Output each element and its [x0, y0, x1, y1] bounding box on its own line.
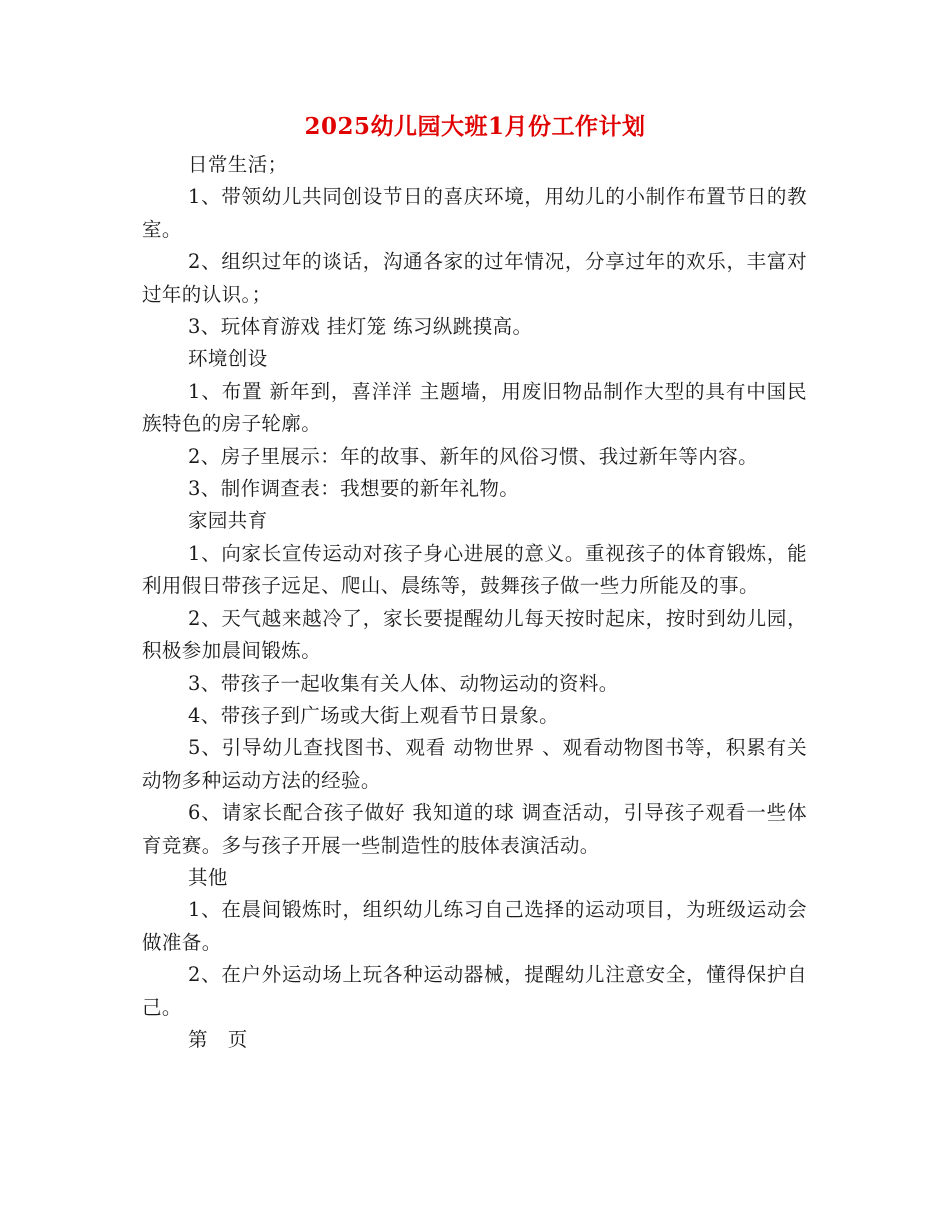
paragraph: 3、制作调查表：我想要的新年礼物。 — [188, 477, 520, 501]
section-heading-daily-life: 日常生活； — [188, 153, 288, 176]
paragraph: 2、在户外运动场上玩各种运动器械，提醒幼儿注意安全，懂得保护自己。 — [142, 963, 807, 1019]
paragraph: 1、在晨间锻炼时，组织幼儿练习自己选择的运动项目，为班级运动会做准备。 — [142, 898, 807, 954]
section-heading-home-school: 家园共育 — [188, 509, 268, 533]
section-heading-environment: 环境创设 — [188, 347, 268, 371]
paragraph: 2、房子里展示：年的故事、新年的风俗习惯、我过新年等内容。 — [188, 444, 759, 468]
document-body — [142, 149, 807, 1056]
paragraph: 4、带孩子到广场或大街上观看节日景象。 — [188, 703, 560, 727]
document-title: 2025幼儿园大班1月份工作计划 — [304, 113, 646, 140]
paragraph: 6、请家长配合孩子做好 我知道的球 调查活动，引导孩子观看一些体育竞赛。多与孩子开展一些制造性的肢体表演活动。 — [142, 801, 807, 857]
paragraph: 1、带领幼儿共同创设节日的喜庆环境，用幼儿的小制作布置节日的教室。 — [142, 185, 807, 241]
section-heading-other: 其他 — [188, 865, 228, 889]
paragraph: 3、带孩子一起收集有关人体、动物运动的资料。 — [188, 671, 619, 695]
paragraph: 1、向家长宣传运动对孩子身心进展的意义。重视孩子的体育锻炼，能利用假日带孩子远足、爬山、晨练等，鼓舞孩子做一些力所能及的事。 — [142, 541, 807, 598]
paragraph: 3、玩体育游戏 挂灯笼 练习纵跳摸高。 — [188, 315, 533, 339]
paragraph: 1、布置 新年到，喜洋洋 主题墙，用废旧物品制作大型的具有中国民族特色的房子轮廓。 — [142, 379, 807, 436]
paragraph: 5、引导幼儿查找图书、观看 动物世界 、观看动物图书等，积累有关动物多种运动方法的经验。 — [142, 736, 807, 792]
paragraph: 2、组织过年的谈话，沟通各家的过年情况，分享过年的欢乐，丰富对过年的认识。； — [142, 250, 807, 306]
page-number: 第 页 — [188, 1027, 248, 1051]
paragraph: 2、天气越来越冷了，家长要提醒幼儿每天按时起床，按时到幼儿园，积极参加晨间锻炼。 — [142, 606, 807, 663]
